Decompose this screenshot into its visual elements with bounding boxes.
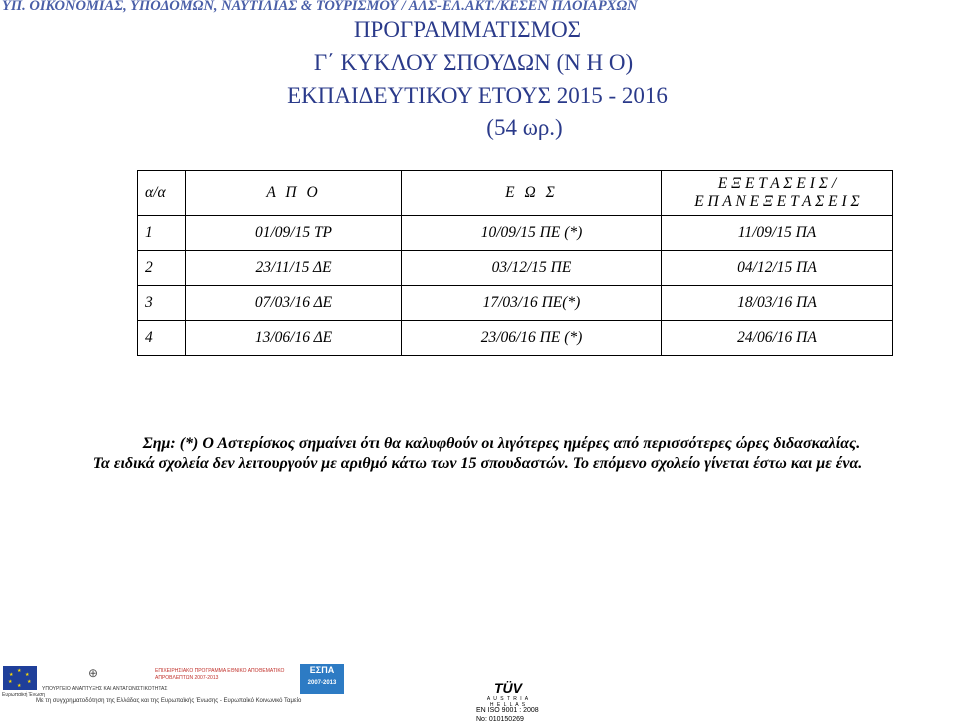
tuv-mark: TÜV [494, 680, 522, 696]
espa-label: ΕΣΠΑ [309, 665, 335, 675]
iso-certification [476, 706, 539, 724]
iso-standard: EN ISO 9001 : 2008 [476, 707, 539, 714]
header-exams [662, 171, 893, 216]
table-row [138, 321, 893, 356]
tuv-logo [483, 680, 533, 708]
row-aa: 3 [138, 286, 186, 321]
ministry-header: ΥΠ. ΟΙΚΟΝΟΜΙΑΣ, ΥΠΟΔΟΜΩΝ, ΝΑΥΤΙΛΙΑΣ & ΤΟΥΡΙΣΜΟΥ / ΑΛΣ-ΕΛ.ΑΚΤ./ΚΕΣΕΝ ΠΛΟΙΑΡΧΩΝ [2, 0, 638, 14]
row-aa: 4 [138, 321, 186, 356]
tuv-austria: A U S T R I A [486, 696, 530, 702]
header-aa: α/α [138, 171, 186, 216]
row-from: 23/11/15 ΔΕ [186, 251, 402, 286]
row-from: 07/03/16 ΔΕ [186, 286, 402, 321]
row-exams: 04/12/15 ΠΑ [662, 251, 893, 286]
row-exams: 18/03/16 ΠΑ [662, 286, 893, 321]
row-exams: 11/09/15 ΠΑ [662, 216, 893, 251]
program-logo-text: ΕΠΙΧΕΙΡΗΣΙΑΚΟ ΠΡΟΓΡΑΜΜΑ ΕΘΝΙΚΟ ΑΠΟΘΕΜΑΤΙΚΟ ΑΠΡΟΒΛΕΠΤΩΝ 2007-2013 [155, 668, 285, 681]
ministry-logo-text: ΥΠΟΥΡΓΕΙΟ ΑΝΑΠΤΥΞΗΣ ΚΑΙ ΑΝΤΑΓΩΝΙΣΤΙΚΟΤΗΤΑΣ [42, 686, 168, 692]
funding-text: Με τη συγχρηματοδότηση της Ελλάδας και της Ευρωπαϊκής Ένωσης - Ευρωπαϊκό Κοινωνικό Ταμείο [36, 698, 302, 704]
row-from: 01/09/15 ΤΡ [186, 216, 402, 251]
table-row [138, 286, 893, 321]
tuv-hellas: H E L L A S [489, 702, 527, 708]
row-to: 10/09/15 ΠΕ (*) [402, 216, 662, 251]
hours-title: (54 ωρ.) [486, 115, 563, 140]
header-to: Ε Ω Σ [402, 171, 662, 216]
note-special-schools: Τα ειδικά σχολεία δεν λειτουργούν με αριθμό κάτω των 15 σπουδαστών. Το επόμενο σχολείο γίνεται έστω και με ένα. [92, 455, 863, 472]
schedule-table [137, 170, 893, 356]
greek-emblem-icon: ⊕ [88, 666, 99, 680]
header-from: Α Π Ο [186, 171, 402, 216]
header-exams-line1: Ε Ξ Ε Τ Α Σ Ε Ι Σ / [717, 175, 837, 192]
note-asterisk: Σημ: (*) Ο Αστερίσκος σημαίνει ότι θα καλυφθούν οι λιγότερες ημέρες από περισσότερες ώρες διδασκαλίας. [142, 435, 861, 452]
espa-years: 2007-2013 [307, 680, 337, 686]
table-row [138, 251, 893, 286]
row-aa: 1 [138, 216, 186, 251]
header-exams-line2: Ε Π Α Ν Ε Ξ Ε Τ Α Σ Ε Ι Σ [694, 193, 860, 210]
row-to: 03/12/15 ΠΕ [402, 251, 662, 286]
cycle-title: Γ΄ ΚΥΚΛΟΥ ΣΠΟΥΔΩΝ (Ν Η Ο) [313, 50, 634, 75]
page-title: ΠΡΟΓΡΑΜΜΑΤΙΣΜΟΣ [353, 17, 582, 42]
table-header-row [138, 171, 893, 216]
espa-logo [300, 664, 344, 694]
row-to: 17/03/16 ΠΕ(*) [402, 286, 662, 321]
row-aa: 2 [138, 251, 186, 286]
row-to: 23/06/16 ΠΕ (*) [402, 321, 662, 356]
eu-flag-icon: ★ ★ ★ ★ ★ ★ [3, 666, 37, 690]
year-title: ΕΚΠΑΙΔΕΥΤΙΚΟΥ ΕΤΟΥΣ 2015 - 2016 [287, 83, 668, 108]
eu-label: Ευρωπαϊκή Ένωση [2, 692, 45, 698]
table-row [138, 216, 893, 251]
cert-number: No: 010150269 [476, 716, 524, 723]
row-exams: 24/06/16 ΠΑ [662, 321, 893, 356]
row-from: 13/06/16 ΔΕ [186, 321, 402, 356]
